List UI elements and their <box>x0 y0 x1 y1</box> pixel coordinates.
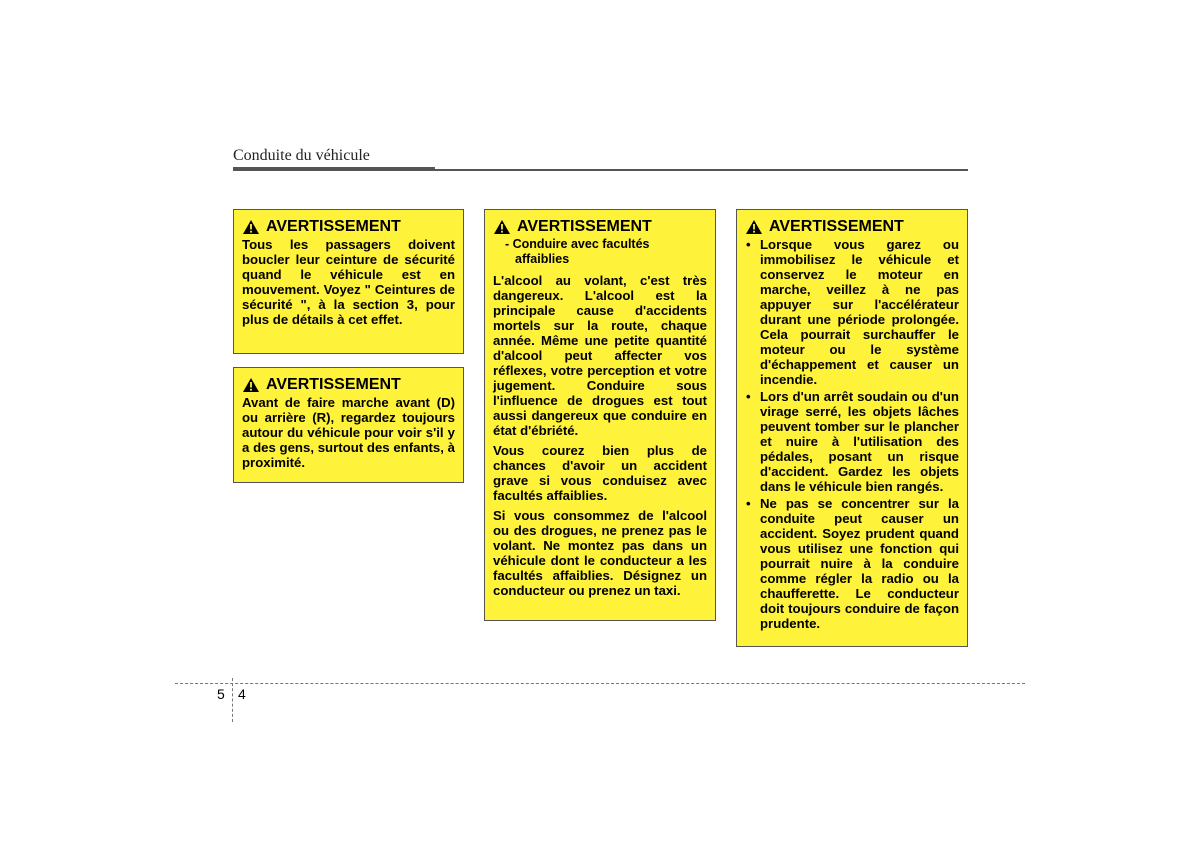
header-rule-thin <box>435 169 968 171</box>
warning-triangle-icon <box>745 219 763 235</box>
warning-text: Tous les passagers doivent boucler leur ceinture de sécurité quand le véhicule est en mouvement. Voyez " Ceintures de sécurité ", à la section 3, pour plus de détails à cet effet. <box>242 237 455 327</box>
warning-box-reverse <box>233 367 464 483</box>
page-section-number: 5 <box>217 686 225 702</box>
warning-title-row <box>242 218 455 236</box>
warning-paragraph: L'alcool au volant, c'est très dangereux. L'alcool est la principale cause d'accidents mortels sur la route, chaque année. Même une petite quantité d'alcool peut affecter vos réflexes, votre perception et votre jugement. Conduire sous l'influence de drogues est tout aussi dangereux que conduire en état d'ébriété. <box>493 273 707 438</box>
warning-subtitle: - Conduire avec facultés affaiblies <box>505 237 650 266</box>
warning-title-row <box>493 218 707 236</box>
footer-page-divider <box>232 678 233 722</box>
warning-title: AVERTISSEMENT <box>266 376 401 393</box>
header-rule-thick <box>233 167 435 171</box>
warning-bullet-item: • Lors d'un arrêt soudain ou d'un virage serré, les objets lâches peuvent tomber sur le plancher et nuire à l'utilisation des pédales, posant un risque d'accident. Gardez les objets dans le véhicule bien rangés. <box>745 389 959 494</box>
warning-title: AVERTISSEMENT <box>266 218 401 235</box>
warning-bullet-item: • Lorsque vous garez ou immobilisez le véhicule et conservez le moteur en marche, veillez à ne pas appuyer sur l'accélérateur durant une période prolongée. Cela pourrait surchauffer le moteur ou le système d'échappement et causer un incendie. <box>745 237 959 387</box>
warning-triangle-icon <box>242 377 260 393</box>
warning-box-impaired <box>484 209 716 621</box>
warning-bullet-list <box>745 237 959 631</box>
warning-title: AVERTISSEMENT <box>517 218 652 235</box>
warning-paragraph: Si vous consommez de l'alcool ou des drogues, ne prenez pas le volant. Ne montez pas dans un véhicule dont le conducteur a les facultés affaiblies. Désignez un conducteur ou prenez un taxi. <box>493 508 707 598</box>
warning-paragraph: Vous courez bien plus de chances d'avoir un accident grave si vous conduisez avec facultés affaiblies. <box>493 443 707 503</box>
warning-text: Avant de faire marche avant (D) ou arrière (R), regardez toujours autour du véhicule pour voir s'il y a des gens, surtout des enfants, à proximité. <box>242 395 455 470</box>
warning-title: AVERTISSEMENT <box>769 218 904 235</box>
warning-box-seatbelt <box>233 209 464 354</box>
page-number: 4 <box>238 686 246 702</box>
warning-title-row <box>745 218 959 236</box>
warning-bullet-item: • Ne pas se concentrer sur la conduite peut causer un accident. Soyez prudent quand vous utilisez une fonction qui pourrait nuire à la conduire comme régler la radio ou la chaufferette. Le conducteur doit toujours conduire de façon prudente. <box>745 496 959 631</box>
warning-box-parking <box>736 209 968 647</box>
warning-triangle-icon <box>242 219 260 235</box>
warning-triangle-icon <box>493 219 511 235</box>
page-header-title: Conduite du véhicule <box>233 147 370 164</box>
footer-dashed-rule <box>175 683 1025 684</box>
warning-title-row <box>242 376 455 394</box>
